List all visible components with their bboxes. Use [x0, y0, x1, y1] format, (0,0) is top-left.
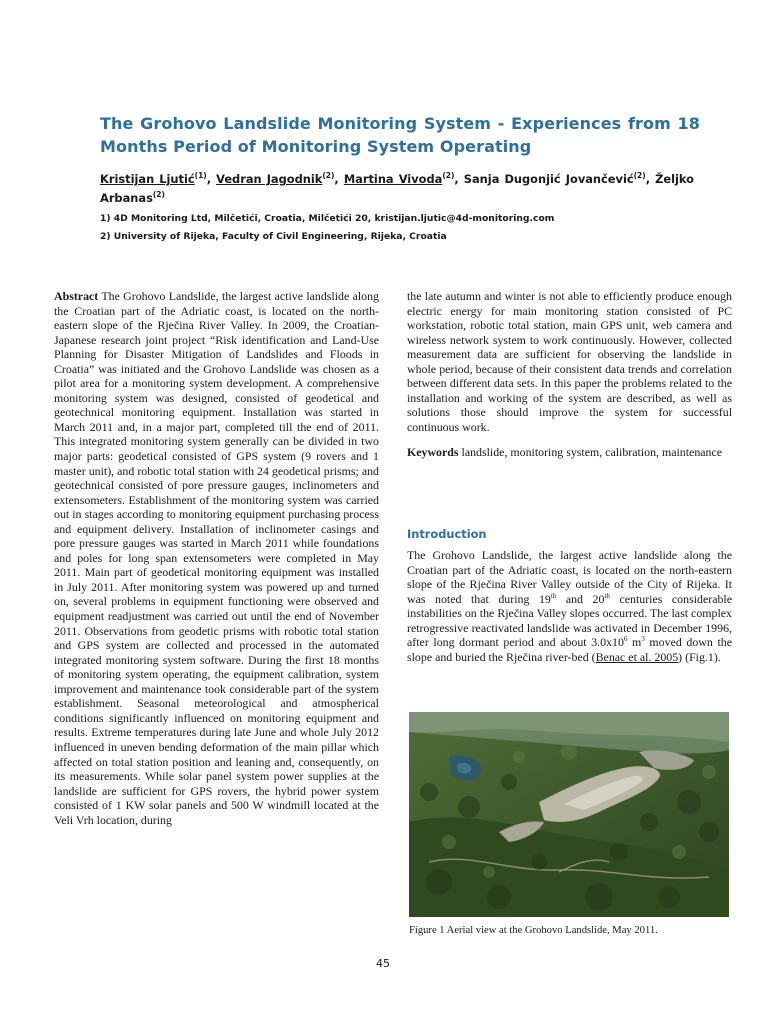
left-column	[54, 289, 379, 827]
citation-link[interactable]: Benac et al. 2005	[595, 649, 679, 664]
superscript: 3	[641, 635, 645, 644]
introduction-paragraph	[407, 548, 732, 664]
author-name: Željko Arbanas	[100, 172, 694, 205]
aerial-photo-figure	[409, 712, 729, 917]
abstract-label: Abstract	[54, 289, 99, 303]
intro-text: ) (Fig.1).	[678, 649, 721, 664]
keywords-paragraph	[407, 445, 732, 460]
aerial-landscape-image	[409, 712, 729, 917]
author-list: Kristijan Ljutić$^{(1)}$, Vedran Jagodnik$^{(2)}$, Martina Vivoda$^{(2)}$, Sanja Dugonjić Jovančević$^{(2)}$, Željko Arbanas$^{(2)}$	[100, 171, 694, 205]
author-affiliation-mark: (2)	[633, 171, 646, 180]
abstract-text: The Grohovo Landslide, the largest active landslide along the Croatian part of the Adriatic coast, is located on the north-eastern slope of the Rječina River Valley. In 2009, the Croatian-Japanese research joint project “Risk identification and Land-Use Planning for Disaster Mitigation of Landslides and Floods in Croatia” was initiated and the Grohovo Landslide was chosen as a pilot area for a monitoring system development. A comprehensive monitoring system was designed, consisted of geodetical and geotechnical monitoring equipment. Installation was started in March 2011 and, in a major part, completed till the end of 2011. This integrated monitoring system generally can be divided in two major parts: geodetical consisted of GPS system (9 rovers and 1 master unit), and robotic total station with 24 geodetical prisms; and geotechnical consisted of pore pressure gauges, inclinometers and extensometers. Establishment of the monitoring system was carried out in stages according to monitoring equipment purchasing process and equipment delivery. Installation of inclinometer casings and pore pressure gauges was started in March 2011 while foundations and poles for long span extensometers were completed in May 2011. Main part of geodetical monitoring equipment was installed in July 2011. After monitoring system was powered up and turned on, several problems in equipment functioning were observed and equipment readjustment was carried out until the end of November 2011. Observations from geodetic prisms with robotic total station and GPS system are collected and processed in the automated integrated monitoring system software. During the first 18 months of monitoring system operating, the equipment calibration, system improvement and maintenance took considerable part of the system establishment. Seasonal meteorological and atmospherical conditions significantly influenced on monitoring equipment and results. Extreme temperatures during late June and whole July 2012 influenced in uneven bending deformation of the main pillar which affected on total station position and leaning and, consequently, on its measurements. While solar panel system power supplies at the landslide are sufficient for GPS rovers, the hybrid power system consisted of 1 KW solar panels and 500 W windmill located at the Veli Vrh location, during	[54, 289, 379, 827]
author-affiliation-mark: (1)	[194, 171, 207, 180]
intro-text: centuries considerable instabilities on the Rječina Valley slopes occurred. The last complex retrogressive reactivated landslide was activated in December 1996, after long dormant period and about 3.0x10	[407, 591, 732, 650]
abstract-continuation: the late autumn and winter is not able to efficiently produce enough electric energy for main monitoring station consisted of PC workstation, robotic total station, main GPS unit, web camera and wireless network system to work continuously. However, collected measurement data are sufficient for observing the landslide in whole period, because of their consistent data trends and correlation between different data sets. In this paper the problems related to the installation and working of the system are described, as well as solutions those should improve the system for successful continuous work.	[407, 289, 732, 434]
author-name: Vedran Jagodnik	[216, 172, 323, 186]
author-name: Kristijan Ljutić	[100, 172, 195, 186]
author-name: Sanja Dugonjić Jovančević	[463, 172, 634, 186]
right-column-top	[407, 289, 732, 460]
paper-title: The Grohovo Landslide Monitoring System - Experiences from 18 Months Period of Monitoring System Operating	[100, 114, 700, 156]
page-number: 45	[376, 957, 390, 970]
superscript: th	[604, 591, 610, 600]
intro-text: The Grohovo Landslide, the largest active landslide along the Croatian part of the Adriatic coast, is located on the north-eastern slope of the Rječina River Valley outside of the City of Rijeka. It was noted that during 19	[407, 548, 732, 606]
section-heading-introduction: Introduction	[407, 527, 487, 541]
author-affiliation-mark: (2)	[322, 171, 335, 180]
affiliation-2: 2) University of Rijeka, Faculty of Civil Engineering, Rijeka, Croatia	[100, 231, 447, 242]
intro-text: moved down the slope and buried the Rječina river-bed (	[407, 635, 732, 664]
abstract-paragraph	[54, 289, 379, 827]
author-affiliation-mark: (2)	[152, 190, 165, 199]
affiliation-1: 1) 4D Monitoring Ltd, Milčetići, Croatia, Milčetići 20, kristijan.ljutic@4d-monitoring.com	[100, 213, 555, 224]
intro-text: and 20	[556, 591, 605, 606]
author-affiliation-mark: (2)	[442, 171, 455, 180]
figure-caption: Figure 1 Aerial view at the Grohovo Landslide, May 2011.	[409, 925, 658, 936]
keywords-label: Keywords	[407, 445, 459, 460]
intro-text: m	[627, 635, 642, 650]
keywords-text: landslide, monitoring system, calibration, maintenance	[461, 445, 723, 460]
superscript: th	[550, 591, 557, 600]
superscript: 6	[623, 635, 628, 644]
author-name: Martina Vivoda	[343, 172, 443, 186]
